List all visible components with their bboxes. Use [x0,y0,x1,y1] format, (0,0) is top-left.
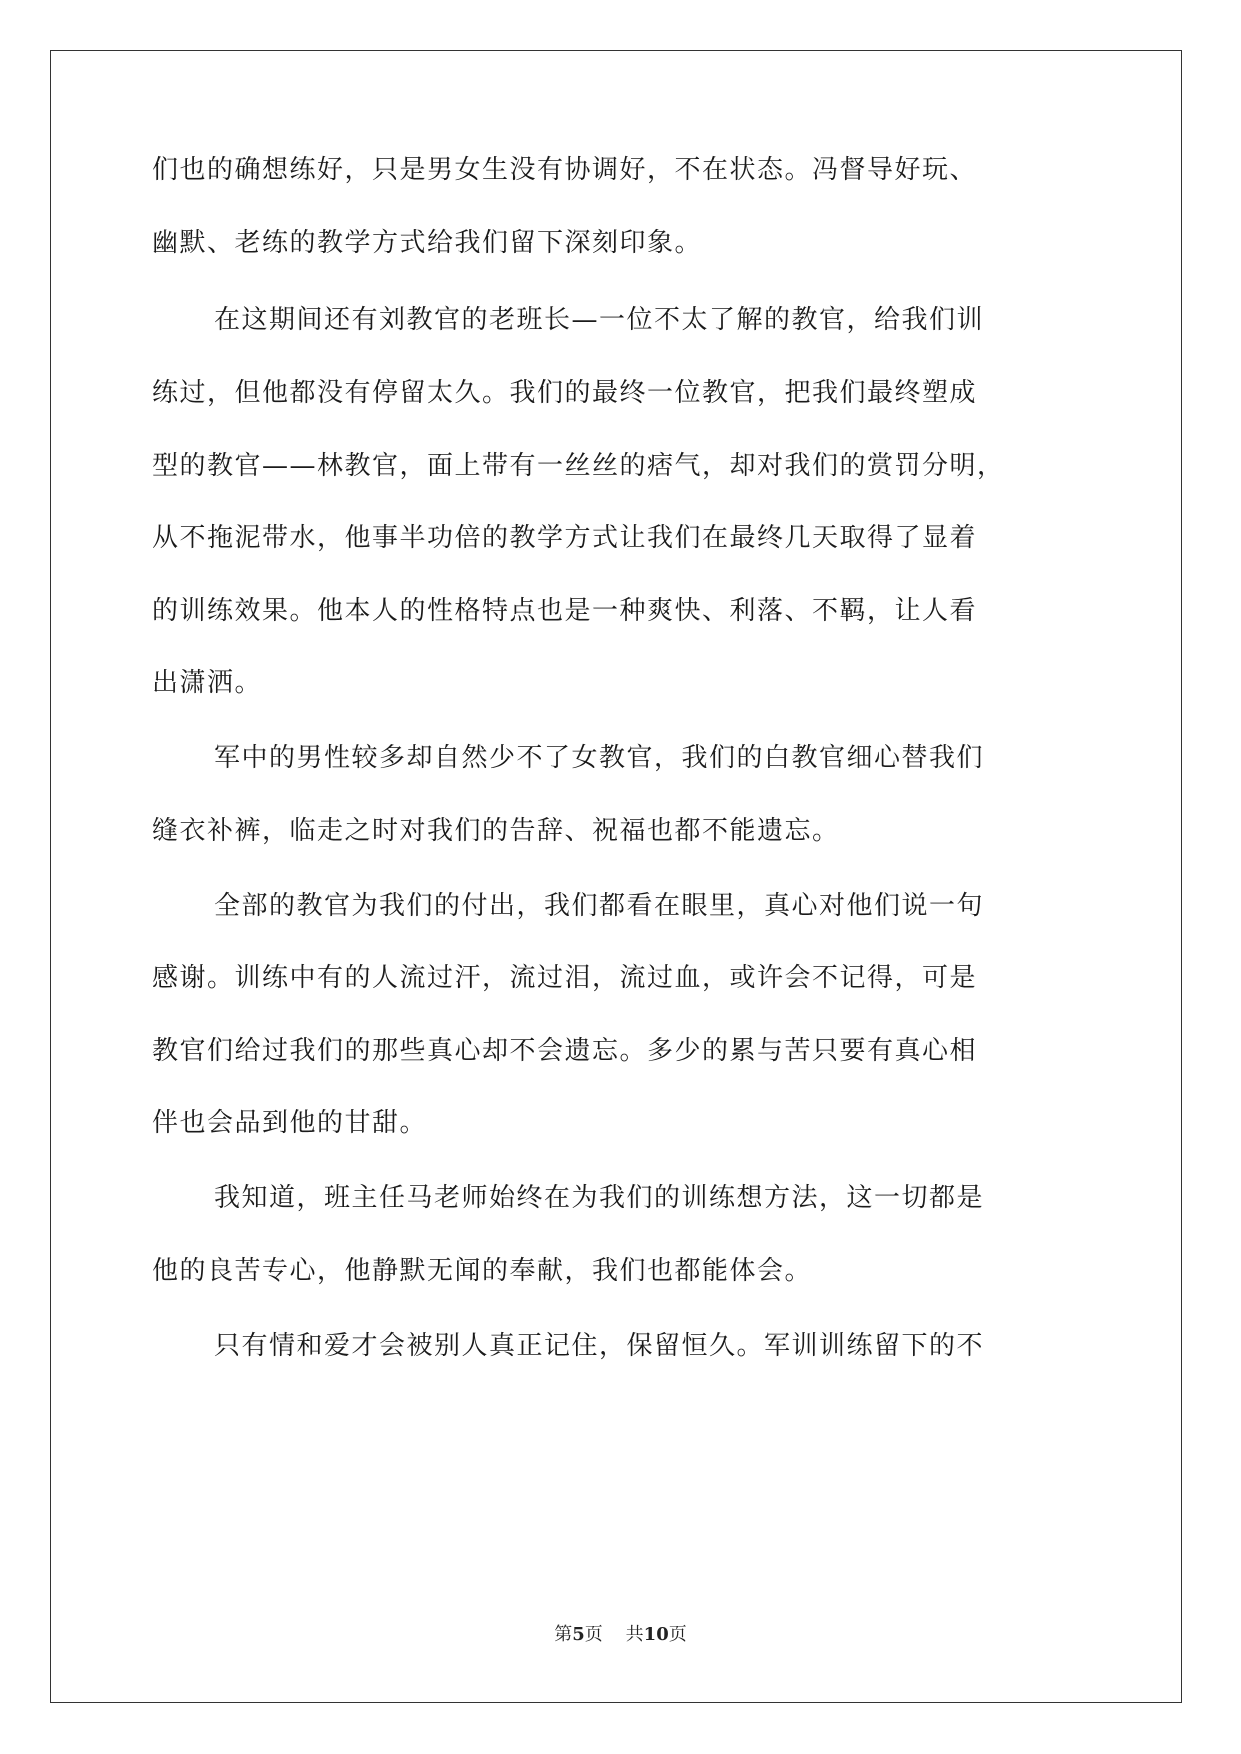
text-line: 军中的男性较多却自然少不了女教官，我们的白教官细心替我们 [214,743,985,773]
text-line: 教官们给过我们的那些真心却不会遗忘。多少的累与苦只要有真心相 [152,1036,978,1066]
text-line: 我知道，班主任马老师始终在为我们的训练想方法，这一切都是 [214,1183,985,1213]
total-suffix: 页 [668,1624,687,1645]
text-line: 的训练效果。他本人的性格特点也是一种爽快、利落、不羁，让人看 [152,596,978,626]
total-pages: 10 [643,1624,669,1645]
page-suffix: 页 [584,1624,603,1645]
text-line: 从不拖泥带水，他事半功倍的教学方式让我们在最终几天取得了显着 [152,523,978,553]
total-prefix: 共 [625,1624,644,1645]
text-line: 伴也会品到他的甘甜。 [152,1108,428,1138]
text-line: 全部的教官为我们的付出，我们都看在眼里，真心对他们说一句 [214,891,985,921]
text-line: 练过，但他都没有停留太久。我们的最终一位教官，把我们最终塑成 [152,378,978,408]
page-number: 5 [572,1624,585,1645]
page-footer [0,1620,1241,1646]
text-line: 只有情和爱才会被别人真正记住，保留恒久。军训训练留下的不 [214,1331,985,1361]
text-line: 出潇洒。 [152,668,263,698]
text-line: 缝衣补裤，临走之时对我们的告辞、祝福也都不能遗忘。 [152,816,840,846]
text-line: 型的教官——林教官，面上带有一丝丝的痞气，却对我们的赏罚分明， [152,451,1005,481]
text-line: 在这期间还有刘教官的老班长—一位不太了解的教官，给我们训 [214,305,985,335]
text-line: 他的良苦专心，他静默无闻的奉献，我们也都能体会。 [152,1256,813,1286]
text-line: 感谢。训练中有的人流过汗，流过泪，流过血，或许会不记得，可是 [152,963,978,993]
page-prefix: 第 [554,1624,573,1645]
text-line: 们也的确想练好，只是男女生没有协调好，不在状态。冯督导好玩、 [152,155,978,185]
text-line: 幽默、老练的教学方式给我们留下深刻印象。 [152,228,703,258]
